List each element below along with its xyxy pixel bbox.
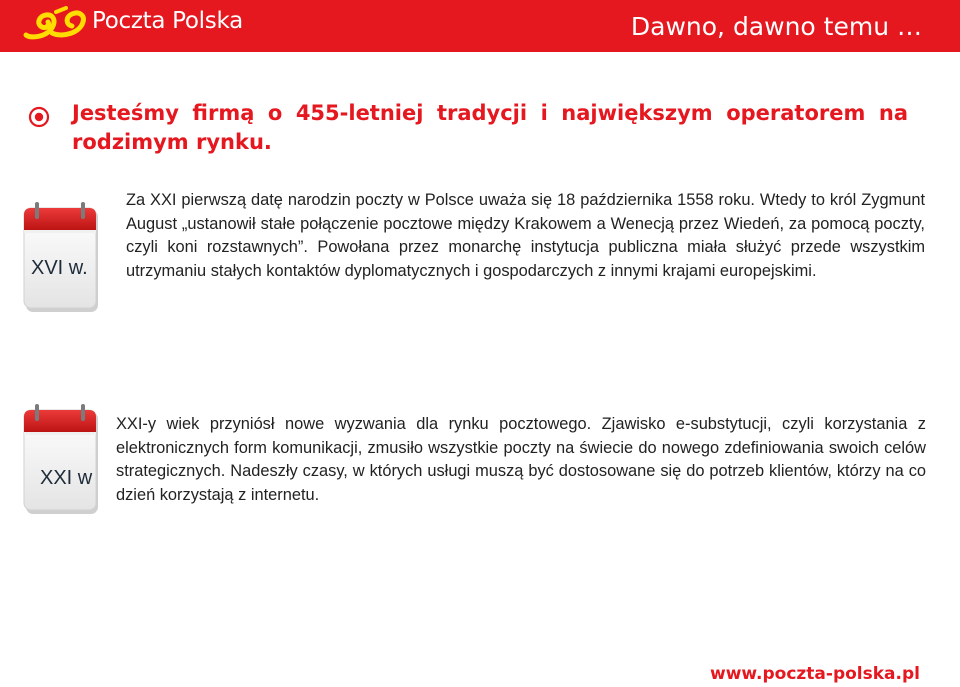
headline-text: Jesteśmy firmą o 455-letniej tradycji i największym operatorem na rodzimym rynku. (72, 101, 908, 154)
brand-name: Poczta Polska (92, 8, 243, 34)
page-title: Dawno, dawno temu … (630, 12, 922, 41)
section-text: Za XXI pierwszą datę narodzin poczty w Polsce uważa się 18 października 1558 roku. Wtedy to król Zygmunt August „ustanowił stałe połączenie pocztowe między Krakowem a Wenecją przez Wiedeń, za pomocą poczty, czyli koni rozstawnych”. Powołana przez monarchę instytucja publiczna miała służyć przede wszystkim utrzymaniu stałych kontaktów dyplomatycznych i gospodarczych z innymi krajami europejskimi. (126, 191, 925, 280)
calendar-label: XXI w (40, 467, 93, 489)
headline (28, 99, 908, 157)
calendar-label: XVI w. (31, 257, 88, 279)
footer-url[interactable]: www.poczta-polska.pl (710, 664, 920, 684)
calendar-icon (22, 404, 100, 514)
radio-bullet-icon (28, 106, 50, 128)
header-bar (0, 0, 960, 52)
section-text: XXI-y wiek przyniósł nowe wyzwania dla rynku pocztowego. Zjawisko e-substytucji, czyli korzystania z elektronicznych form komunikacji, zmusiło wszystkie poczty na świecie do nowego zdefiniowania swoich celów strategicznych. Nadeszły czasy, w których usługi muszą być dostosowane się do potrzeb klientów, którzy na co dzień korzystają z internetu. (116, 415, 926, 504)
posthorn-logo-icon (26, 8, 83, 37)
